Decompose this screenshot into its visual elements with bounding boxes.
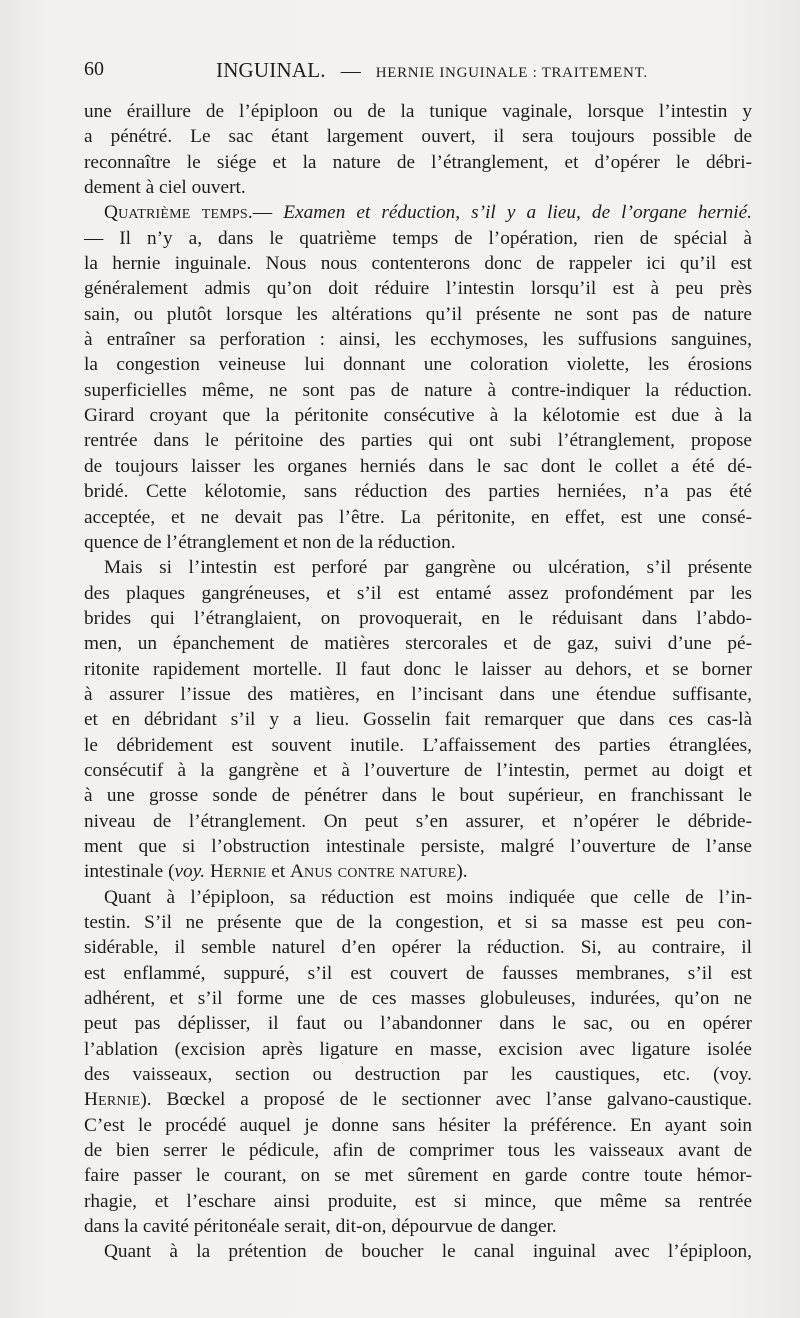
running-header [84,58,752,90]
text-line-6: — Il n’y a, dans le quatrième temps de l’opération, rien de spécial à [84,227,752,249]
text-line-33: testin. S’il ne présente que de la congestion, et si sa masse est peu con- [84,912,752,933]
text-line-36: adhérent, et s’il forme une de ces masses globuleuses, indurées, qu’on ne [84,988,752,1010]
section-heading-line [84,200,752,225]
text-line-2: a pénétré. Le sac étant largement ouvert, il sera toujours possible de [84,126,752,148]
text-line-9: sain, ou plutôt lorsque les altérations qu’il présente ne sont pas de nature [84,303,752,325]
text-line-19: Mais si l’intestin est perforé par gangrène ou ulcération, s’il présente [104,557,752,579]
text-line-34: sidérable, il semble naturel d’en opérer la réduction. Si, au contraire, il [84,937,752,959]
text-line-27: consécutif à la gangrène et à l’ouverture de l’intestin, permet au doigt et [84,759,752,781]
section-heading-dash: — [252,202,284,224]
text-line-40-ref-hernie: Hernie [84,1089,141,1111]
text-line-23: ritonite rapidement mortelle. Il faut donc le laisser au dehors, et se borner [84,658,752,680]
section-heading-title: Examen et réduction, s’il y a lieu, de l’organe hernié. [283,202,752,224]
text-line-16: bridé. Cette kélotomie, sans réduction des parties herniées, n’a pas été [84,481,752,503]
text-line-28: à une grosse sonde de pénétrer dans le bout supérieur, en franchissant le [84,785,752,807]
text-line-31-post: ). [456,861,468,883]
text-line-31-ref-anus: Anus contre nature [289,861,457,883]
text-line-12: superficielles même, ne sont pas de nature à contre-indiquer la réduction. [84,379,752,401]
text-line-3: reconnaître le siége et la nature de l’étranglement, et d’opérer le débri- [84,151,752,173]
text-line-38: l’ablation (excision après ligature en masse, excision avec ligature isolée [84,1038,752,1060]
text-line-31-mid: et [266,861,290,883]
text-line-45: dans la cavité péritonéale serait, dit-on, dépourvue de danger. [84,1216,557,1238]
running-title-dash: — [340,60,361,82]
text-line-31 [84,859,752,884]
text-line-26: le débridement est souvent inutile. L’affaissement des parties étranglées, [84,734,752,756]
text-line-31-voy: voy. [174,861,206,883]
text-line-46: Quant à la prétention de boucher le canal inguinal avec l’épiploon, [104,1241,752,1263]
text-line-8: généralement admis qu’on doit réduire l’intestin lorsqu’il est à peu près [84,278,752,300]
text-line-24: à assurer l’issue des matières, en l’incisant dans une étendue suffisante, [84,683,752,705]
text-line-18: quence de l’étranglement et non de la réduction. [84,531,456,553]
text-line-25: et en débridant s’il y a lieu. Gosselin fait remarquer que dans ces cas-là [84,709,752,731]
running-title [216,58,648,83]
page-number: 60 [84,58,104,80]
section-heading-label: Quatrième temps. [104,202,253,224]
text-line-14: rentrée dans le péritoine des parties qui ont subi l’étranglement, propose [84,430,752,452]
text-line-29: niveau de l’étranglement. On peut s’en assurer, et n’opérer le débride- [84,810,752,832]
running-title-main: INGUINAL. [216,58,326,82]
text-line-35: est enflammé, suppuré, s’il est couvert de fausses membranes, s’il est [84,962,752,984]
running-title-subtitle: HERNIE INGUINALE : TRAITEMENT. [375,65,648,81]
text-line-1: une éraillure de l’épiploon ou de la tunique vaginale, lorsque l’intestin y [84,101,752,122]
text-line-31-pre: intestinale ( [84,861,175,883]
text-line-37: peut pas déplisser, il faut ou l’abandonner dans le sac, ou en opérer [84,1013,752,1035]
text-line-40 [84,1087,752,1112]
text-line-44: rhagie, et l’eschare ainsi produite, est si mince, que même sa rentrée [84,1190,752,1212]
text-line-21: brides qui l’étranglaient, on provoquerait, en le réduisant dans l’abdo- [84,607,752,629]
text-line-11: la congestion veineuse lui donnant une coloration violette, les érosions [84,354,752,376]
text-line-20: des plaques gangréneuses, et s’il est entamé assez profondément par les [84,582,752,604]
text-line-32: Quant à l’épiploon, sa réduction est moins indiquée que celle de l’in- [104,886,752,908]
text-line-13: Girard croyant que la péritonite consécutive à la kélotomie est due à la [84,405,752,427]
text-line-31-ref-hernie: Hernie [205,861,267,883]
text-line-17: acceptée, et ne devait pas l’être. La péritonite, en effet, est une consé- [84,506,752,528]
text-line-4: dement à ciel ouvert. [84,177,246,199]
text-line-40-rest: ). Bœckel a proposé de le sectionner avec l’anse galvano-caustique. [140,1089,752,1111]
text-line-15: de toujours laisser les organes herniés dans le sac dont le collet a été dé- [84,455,752,477]
text-line-42: de bien serrer le pédicule, afin de comprimer tous les vaisseaux avant de [84,1140,752,1162]
text-line-41: C’est le procédé auquel je donne sans hésiter la préférence. En ayant soin [84,1114,752,1136]
text-line-22: men, un épanchement de matières stercorales et de gaz, suivi d’une pé- [84,633,752,655]
text-line-7: la hernie inguinale. Nous nous contenterons donc de rappeler ici qu’il est [84,253,752,275]
text-line-43: faire passer le courant, on se met sûrement en garde contre toute hémor- [84,1165,752,1187]
page-body-text [84,99,752,1265]
text-line-10: à entraîner sa perforation : ainsi, les ecchymoses, les suffusions sanguines, [84,329,752,351]
text-line-30: ment que si l’obstruction intestinale persiste, malgré l’ouverture de l’anse [84,835,752,857]
text-line-39: des vaisseaux, section ou destruction par les caustiques, etc. (voy. [84,1064,752,1086]
